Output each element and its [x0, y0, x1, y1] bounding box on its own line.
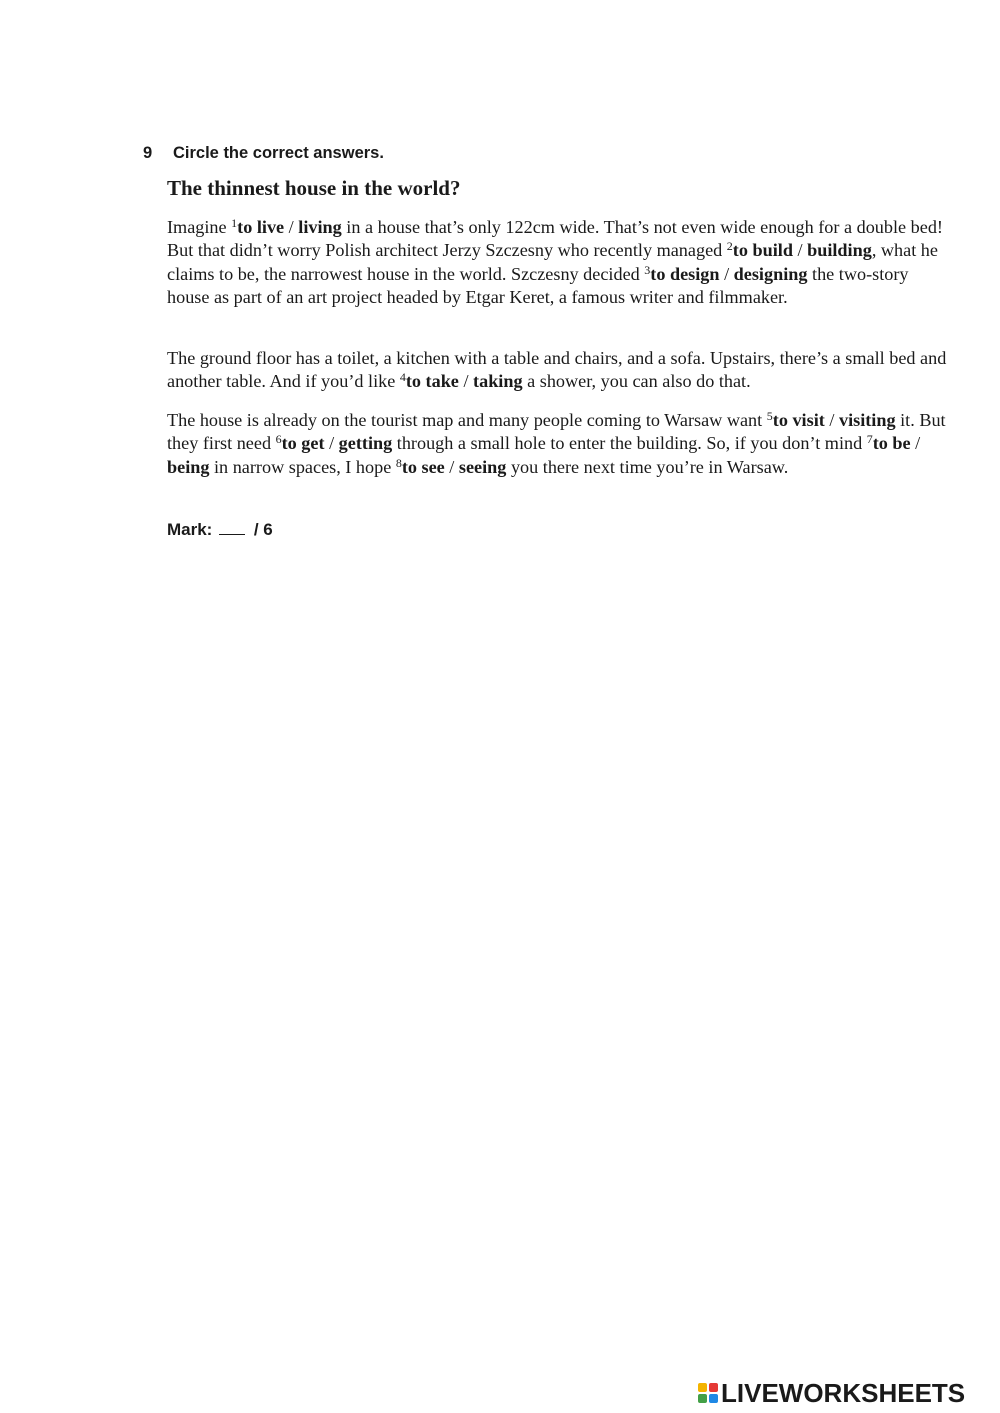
answer-option[interactable]: to visit [772, 410, 825, 430]
paragraph-text: in narrow spaces, I hope [209, 456, 396, 477]
mark-label: Mark: [167, 520, 213, 539]
paragraph-text: / [458, 371, 474, 392]
gap-number: 1 [231, 216, 238, 230]
liveworksheets-logo [698, 1378, 965, 1408]
paragraph-text: / [284, 217, 299, 237]
paragraph-text: in a house that’s only 122cm wide. That’s not even wide enough for a double bed! But that didn’t worry Polish architect Jerzy Szczesny who recently managed [167, 217, 943, 261]
answer-option[interactable]: designing [733, 263, 808, 284]
logo-square-4 [709, 1394, 718, 1403]
paragraph-text: Imagine [167, 217, 232, 237]
answer-option[interactable]: to see [401, 456, 445, 477]
gap-number: 2 [726, 239, 733, 254]
article-title: The thinnest house in the world? [167, 176, 461, 200]
gap-number: 4 [399, 370, 406, 385]
paragraph-text: / [719, 263, 734, 284]
gap-number: 8 [395, 455, 402, 470]
paragraph-text: through a small hole to enter the building. So, if you don’t mind [392, 433, 867, 454]
paragraph-text: / [792, 240, 808, 261]
brand-name: LIVEWORKSHEETS [721, 1378, 966, 1408]
answer-option[interactable]: to get [281, 433, 325, 454]
gap-number: 5 [766, 409, 773, 423]
answer-option[interactable]: seeing [458, 456, 507, 477]
paragraph-text: / [824, 410, 839, 430]
answer-option[interactable]: to take [405, 371, 459, 392]
paragraph-3 [167, 409, 952, 479]
logo-square-2 [709, 1383, 718, 1392]
exercise-header [143, 143, 384, 163]
answer-option[interactable]: to live [237, 217, 285, 237]
mark-blank [219, 519, 245, 535]
answer-option[interactable]: to design [650, 263, 720, 284]
answer-option[interactable]: visiting [838, 410, 896, 430]
paragraph-2 [167, 347, 952, 394]
paragraph-text: The house is already on the tourist map and many people coming to Warsaw want [167, 410, 767, 430]
answer-option[interactable]: to build [732, 240, 793, 261]
paragraph-text: it. But they first need [167, 410, 946, 454]
exercise-instruction: Circle the correct answers. [173, 144, 384, 162]
answer-option[interactable]: getting [338, 433, 393, 454]
paragraph-text: you there next time you’re in Warsaw. [506, 456, 789, 477]
paragraph-text: / [444, 456, 459, 477]
mark-total: / 6 [253, 520, 273, 539]
mark-score [167, 519, 273, 541]
answer-option[interactable]: living [298, 217, 342, 237]
answer-option[interactable]: being [167, 456, 210, 477]
gap-number: 7 [866, 432, 873, 447]
gap-number: 6 [275, 432, 282, 447]
gap-number: 3 [644, 262, 651, 277]
answer-option[interactable]: building [807, 240, 872, 261]
exercise-number: 9 [143, 144, 153, 162]
logo-square-1 [698, 1383, 707, 1392]
paragraph-1 [167, 216, 952, 309]
answer-option[interactable]: to be [872, 433, 911, 454]
paragraph-text: , what he claims to be, the narrowest house in the world. Szczesny decided [167, 240, 938, 284]
paragraph-text: The ground floor has a toilet, a kitchen with a table and chairs, and a sofa. Upstairs, there’s a small bed and another table. And if you’d like [167, 348, 947, 392]
logo-square-3 [698, 1394, 707, 1403]
paragraph-text: the two-story house as part of an art project headed by Etgar Keret, a famous writer and filmmaker. [167, 263, 909, 307]
paragraph-text: a shower, you can also do that. [522, 371, 751, 392]
paragraph-text: / [324, 433, 339, 454]
paragraph-text: / [910, 433, 921, 454]
answer-option[interactable]: taking [473, 371, 523, 392]
liveworksheets-logo-icon [698, 1383, 718, 1403]
